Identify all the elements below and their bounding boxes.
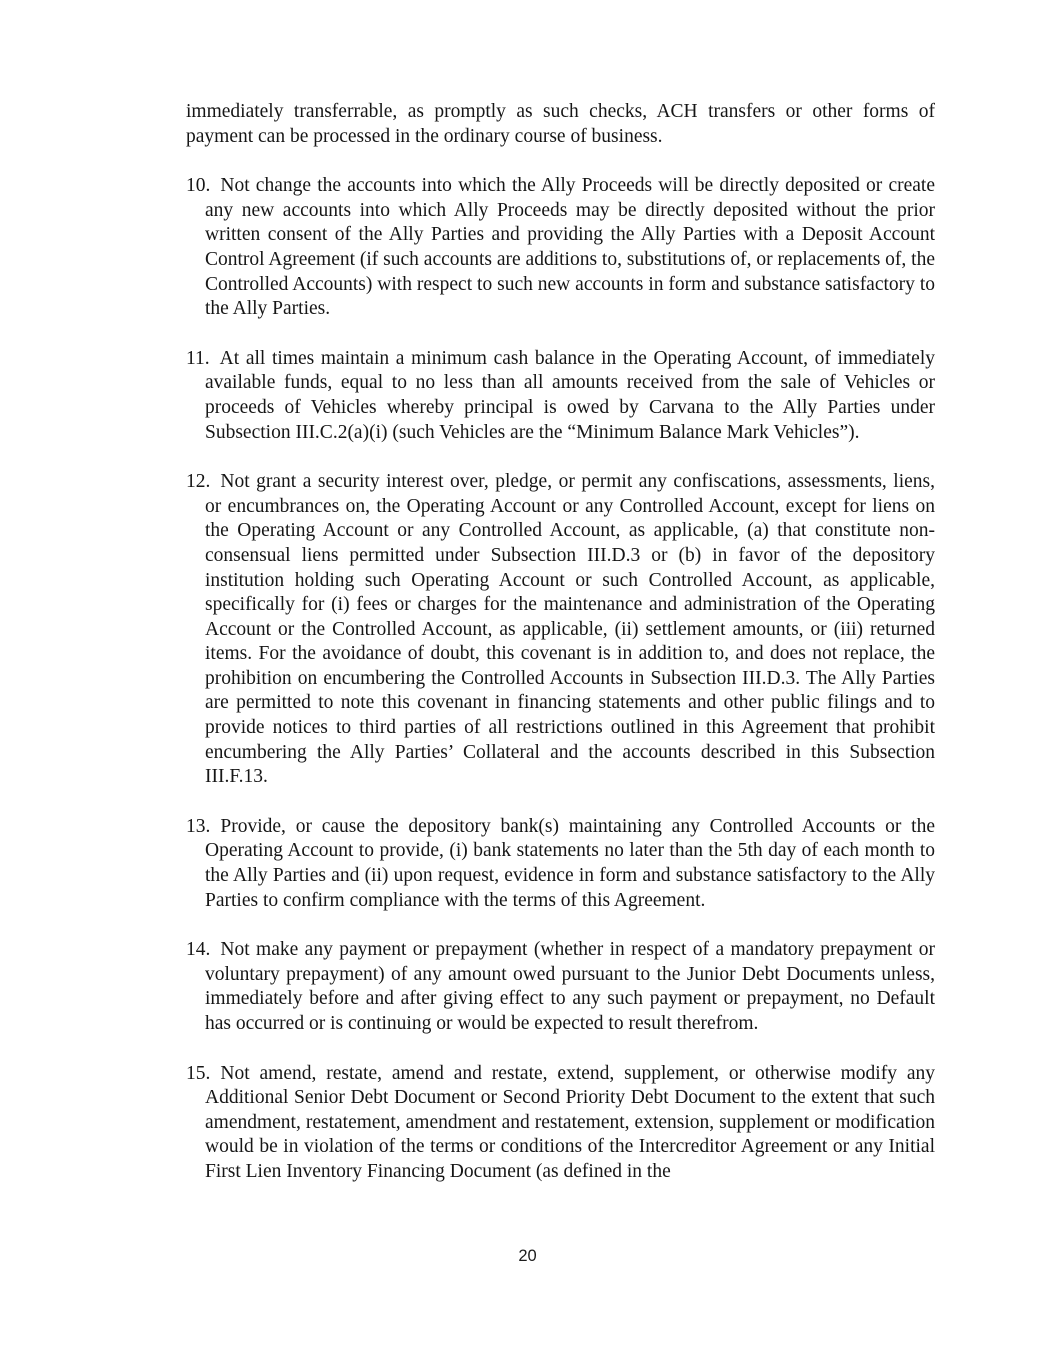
list-item — [186, 815, 935, 913]
item-number: 15. — [186, 1062, 211, 1084]
document-body — [186, 100, 935, 1210]
item-number: 10. — [186, 175, 211, 197]
list-item — [186, 938, 935, 1036]
list-item — [186, 174, 935, 322]
item-number: 13. — [186, 815, 211, 837]
item-number: 14. — [186, 939, 211, 961]
item-text: At all times maintain a minimum cash balance in the Operating Account, of immediately available funds, equal to no less than all amounts received from the sale of Vehicles or proceeds of Vehicles whereby principal is owed by Carvana to the Ally Parties under Subsection III.C.2(a)(i) (such Vehicles are the “Minimum Balance Mark Vehicles”). — [205, 347, 935, 443]
item-text: Provide, or cause the depository bank(s) maintaining any Controlled Accounts or the Operating Account to provide, (i) bank statements no later than the 5th day of each month to the Ally Parties and (ii) upon request, evidence in form and substance satisfactory to the Ally Parties to confirm compliance with the terms of this Agreement. — [205, 815, 935, 911]
page-number: 20 — [518, 1247, 537, 1265]
item-text: Not grant a security interest over, pledge, or permit any confiscations, assessments, liens, or encumbrances on, the Operating Account or any Controlled Account, except for liens on the Operating Account or any Controlled Account, as applicable, (a) that constitute non-consensual liens permitted under Subsection III.D.3 or (b) in favor of the depository institution holding such Operating Account or such Controlled Account, as applicable, specifically for (i) fees or charges for the maintenance and administration of the Operating Account or the Controlled Account, as applicable, (ii) settlement amounts, or (iii) returned items. For the avoidance of doubt, this covenant is in addition to, and does not replace, the prohibition on encumbering the Controlled Accounts in Subsection III.D.3. The Ally Parties are permitted to note this covenant in financing statements and other public filings and to provide notices to third parties of all restrictions outlined in this Agreement that prohibit encumbering the Ally Parties’ Collateral and the accounts described in this Subsection III.F.13. — [205, 471, 935, 788]
intro-paragraph: immediately transferrable, as promptly as such checks, ACH transfers or other forms of payment can be processed in the ordinary course of business. — [186, 101, 935, 147]
item-number: 11. — [186, 347, 210, 369]
page-footer — [0, 1247, 1055, 1266]
item-text: Not amend, restate, amend and restate, extend, supplement, or otherwise modify any Additional Senior Debt Document or Second Priority Debt Document to the extent that such amendment, restatement, amendment and restatement, extension, supplement or modification would be in violation of the terms or conditions of the Intercreditor Agreement or any Initial First Lien Inventory Financing Document (as defined in the — [205, 1062, 935, 1182]
list-item — [186, 1062, 935, 1185]
list-item — [186, 347, 935, 445]
item-text: Not make any payment or prepayment (whether in respect of a mandatory prepayment or voluntary prepayment) of any amount owed pursuant to the Junior Debt Documents unless, immediately before and after giving effect to any such payment or prepayment, no Default has occurred or is continuing or would be expected to result therefrom. — [205, 939, 935, 1034]
item-number: 12. — [186, 471, 211, 493]
list-item — [186, 470, 935, 790]
item-text: Not change the accounts into which the Ally Proceeds will be directly deposited or create any new accounts into which Ally Proceeds may be directly deposited without the prior written consent of the Ally Parties and providing the Ally Parties with a Deposit Account Control Agreement (if such accounts are additions to, substitutions of, or replacements of, the Controlled Accounts) with respect to such new accounts in form and substance satisfactory to the Ally Parties. — [205, 175, 935, 320]
